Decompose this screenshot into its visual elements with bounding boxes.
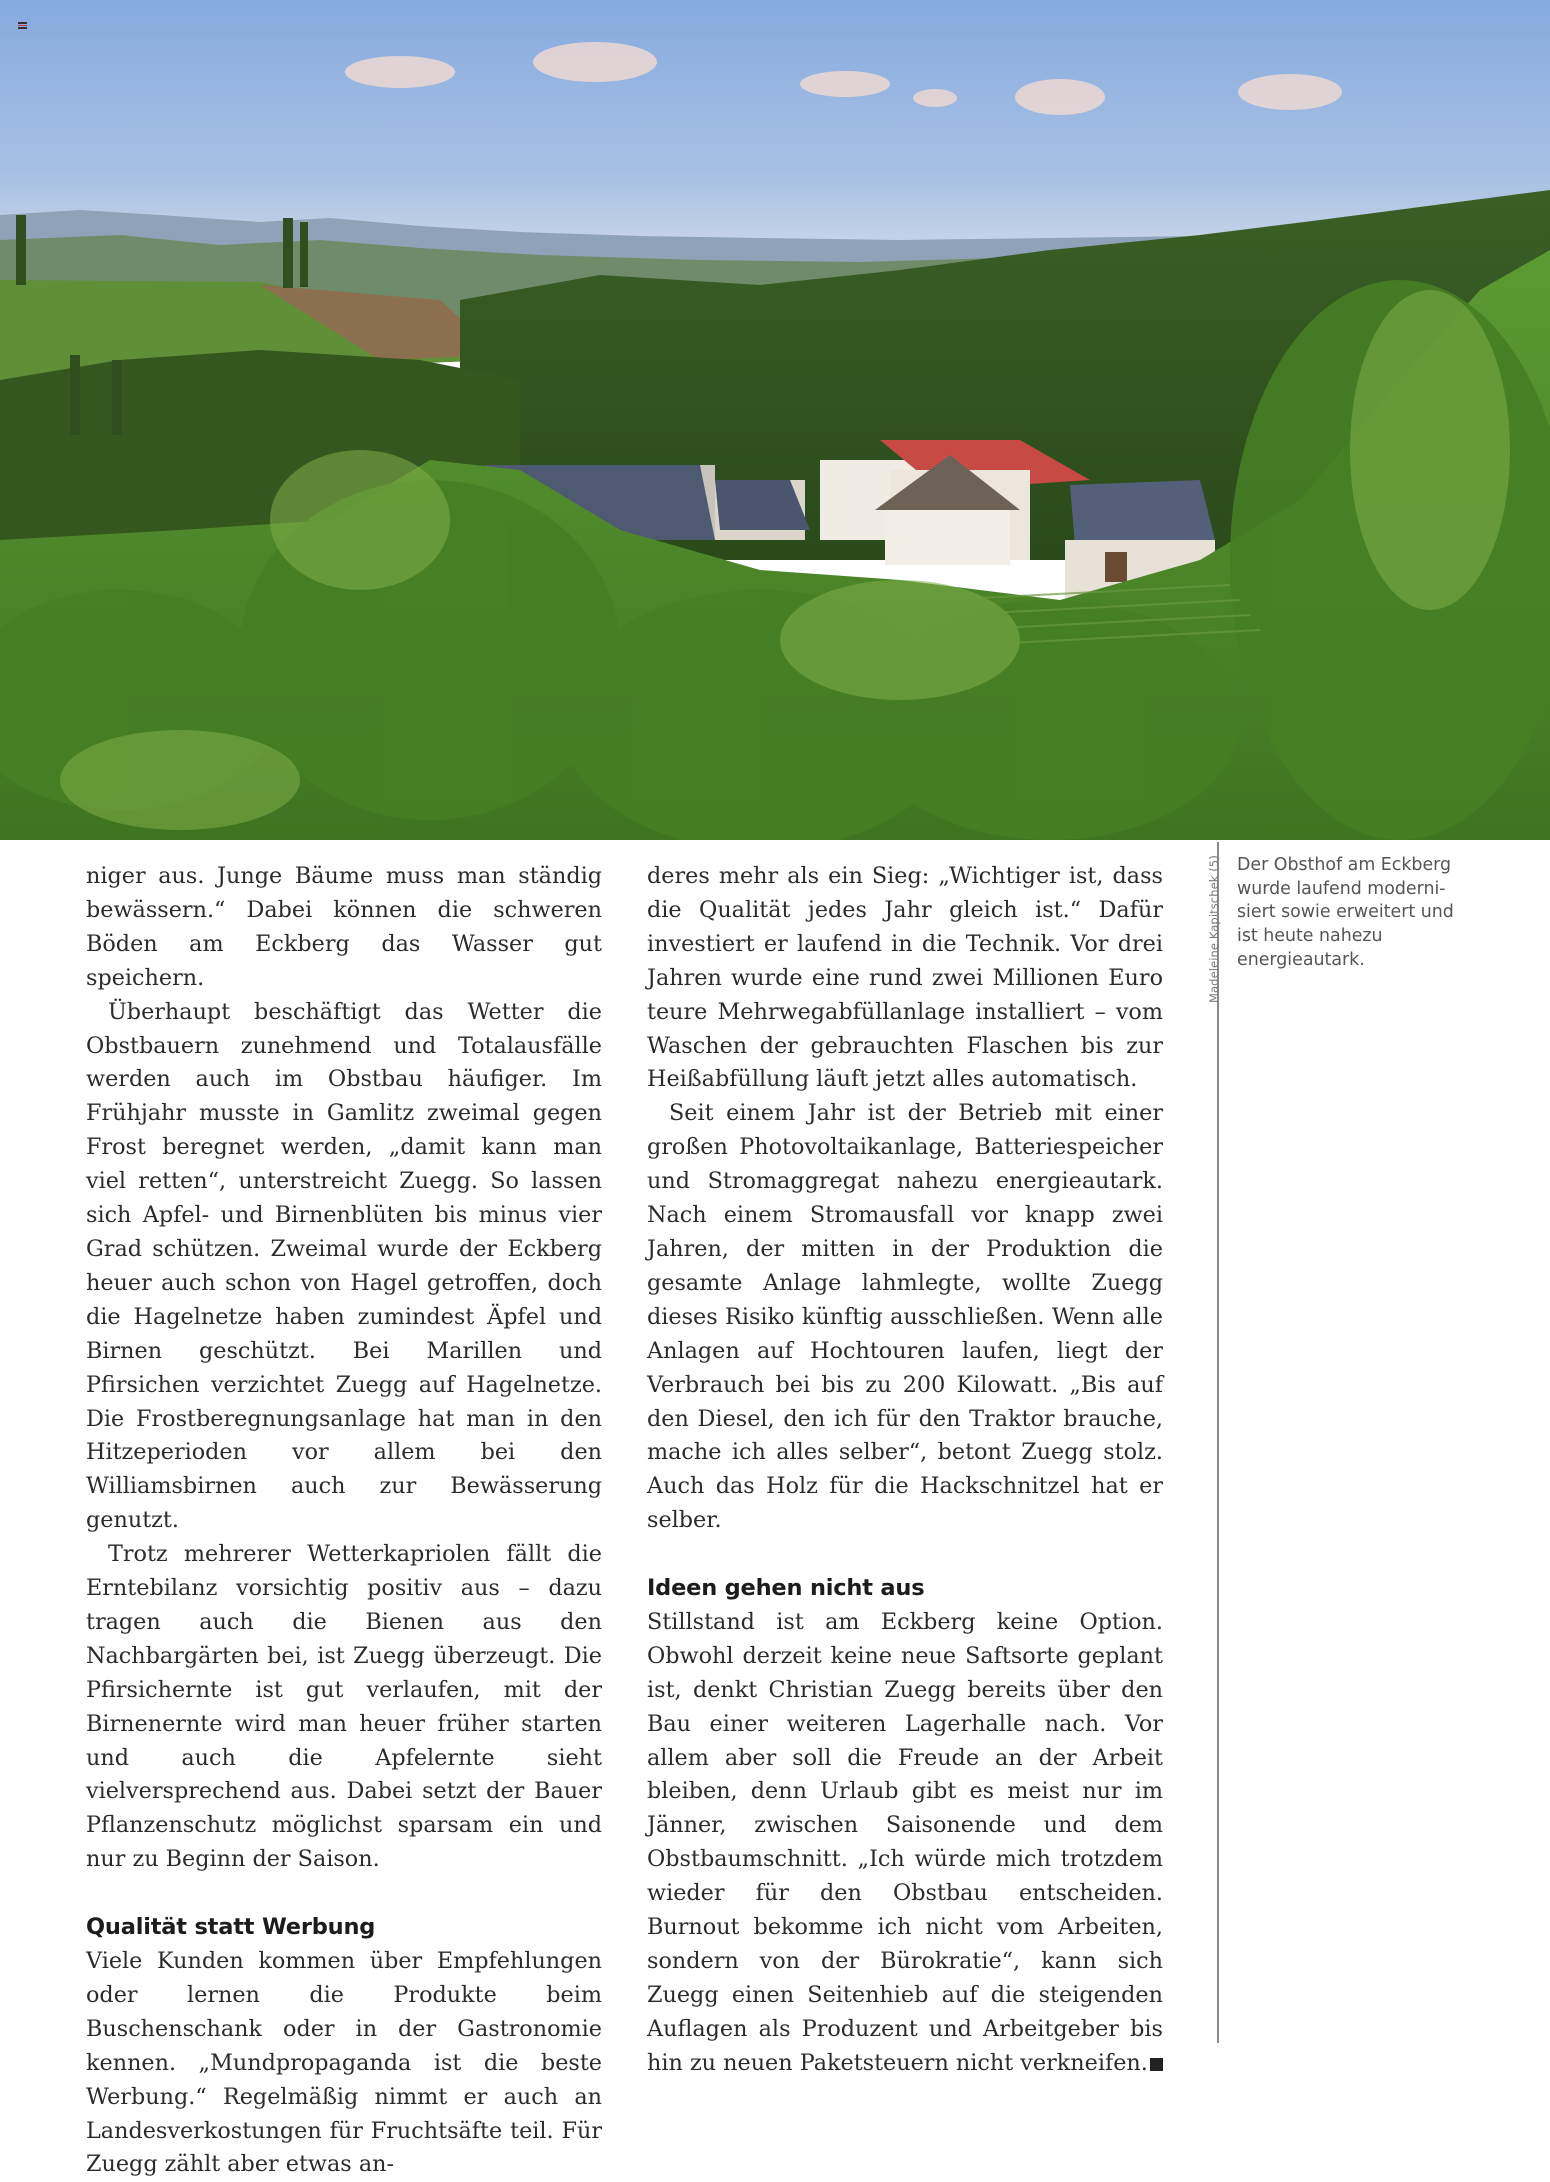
hero-photo	[0, 0, 1550, 840]
orchard-landscape-image	[0, 0, 1550, 840]
paragraph: Viele Kunden kommen über Empfehlungen oder lernen die Produkte beim Buschenschank oder in der Gastronomie kennen. „Mundpropaganda ist die beste Werbung.“ Regelmäßig nimmt er auch an Landesverkostungen für Fruchtsäfte teil. Für Zuegg zählt aber etwas an-	[86, 1947, 602, 2178]
paragraph: Seit einem Jahr ist der Betrieb mit einer großen Photovoltaikanlage, Batteriespeicher und Stromaggregat nahezu energieautark. Nach einem Stromausfall vor knapp zwei Jahren, der mitten in der Produktion die gesamte Anlage lahmlegte, wollte Zuegg dieses Risiko künftig ausschließen. Wenn alle Anlagen auf Hochtouren laufen, liegt der Verbrauch bei bis zu 200 Kilowatt. „Bis auf den Diesel, den ich für den Traktor brauche, mache ich alles selber“, betont Zuegg stolz. Auch das Holz für die Hackschnitzel hat er selber.	[647, 1100, 1163, 1534]
photo-credit: Madeleine Kapitschek (5)	[1207, 855, 1221, 1003]
column-divider	[1217, 842, 1219, 2043]
section-heading: Qualität statt Werbung	[86, 1914, 376, 1941]
end-of-article-square-icon	[1150, 2058, 1163, 2071]
paragraph: niger aus. Junge Bäume muss man ständig bewässern.“ Dabei können die schweren Böden am Eckberg das Wasser gut speichern.	[86, 863, 602, 991]
paragraph-last	[647, 1606, 1163, 2081]
paragraph: Überhaupt beschäftigt das Wetter die Obstbauern zunehmend und Totalausfälle werden auch im Obstbau häufiger. Im Frühjahr musste in Gamlitz zweimal gegen Frost beregnet werden, „damit kann man viel retten“, unterstreicht Zuegg. So lassen sich Apfel- und Birnenblüten bis minus vier Grad schützen. Zweimal wurde der Eckberg heuer auch schon von Hagel getroffen, doch die Hagelnetze haben zumindest Äpfel und Birnen geschützt. Bei Marillen und Pfirsichen verzichtet Zuegg auf Hagelnetze. Die Frostberegnungsanlage hat man in den Hitzeperioden vor allem bei den Williamsbirnen auch zur Bewässerung genutzt.	[86, 998, 602, 1534]
paragraph: deres mehr als ein Sieg: „Wichtiger ist, dass die Qualität jedes Jahr gleich ist.“ Dafür investiert er laufend in die Technik. Vor drei Jahren wurde eine rund zwei Millionen Euro teure Mehrwegabfüllanlage installiert – vom Waschen der gebrauchten Flaschen bis zur Heißabfüllung läuft jetzt alles automatisch.	[647, 863, 1163, 1093]
paragraph-text: Stillstand ist am Eckberg keine Option. Obwohl derzeit keine neue Saftsorte geplant ist, denkt Christian Zuegg bereits über den Bau einer weiteren Lagerhalle nach. Vor allem aber soll die Freude an der Arbeit bleiben, denn Urlaub gibt es meist nur im Jänner, zwischen Saisonende und dem Obstbaumschnitt. „Ich würde mich trotzdem wieder für den Obstbau entscheiden. Burnout bekomme ich nicht vom Arbeiten, sondern von der Bürokratie“, kann sich Zuegg einen Seitenhieb auf die steigenden Auflagen als Produzent und Arbeitgeber bis hin zu neuen Paketsteuern nicht verkneifen.	[647, 1608, 1163, 2076]
article-column-left	[86, 860, 602, 2182]
photo-caption: Der Obsthof am Eckberg wurde laufend moderni-siert sowie erweitert und ist heute nahezu energieautark.	[1237, 855, 1454, 970]
paragraph: Trotz mehrerer Wetterkapriolen fällt die Erntebilanz vorsichtig positiv aus – dazu tragen auch die Bienen aus den Nachbargärten bei, ist Zuegg überzeugt. Die Pfirsichernte ist gut verlaufen, mit der Birnenernte wird man heuer früher starten und auch die Apfelernte sieht vielversprechend aus. Dabei setzt der Bauer Pflanzenschutz möglichst sparsam ein und nur zu Beginn der Saison.	[86, 1541, 602, 1873]
flag-icon	[18, 22, 27, 27]
article-column-right	[647, 860, 1163, 2081]
section-heading: Ideen gehen nicht aus	[647, 1575, 925, 1602]
